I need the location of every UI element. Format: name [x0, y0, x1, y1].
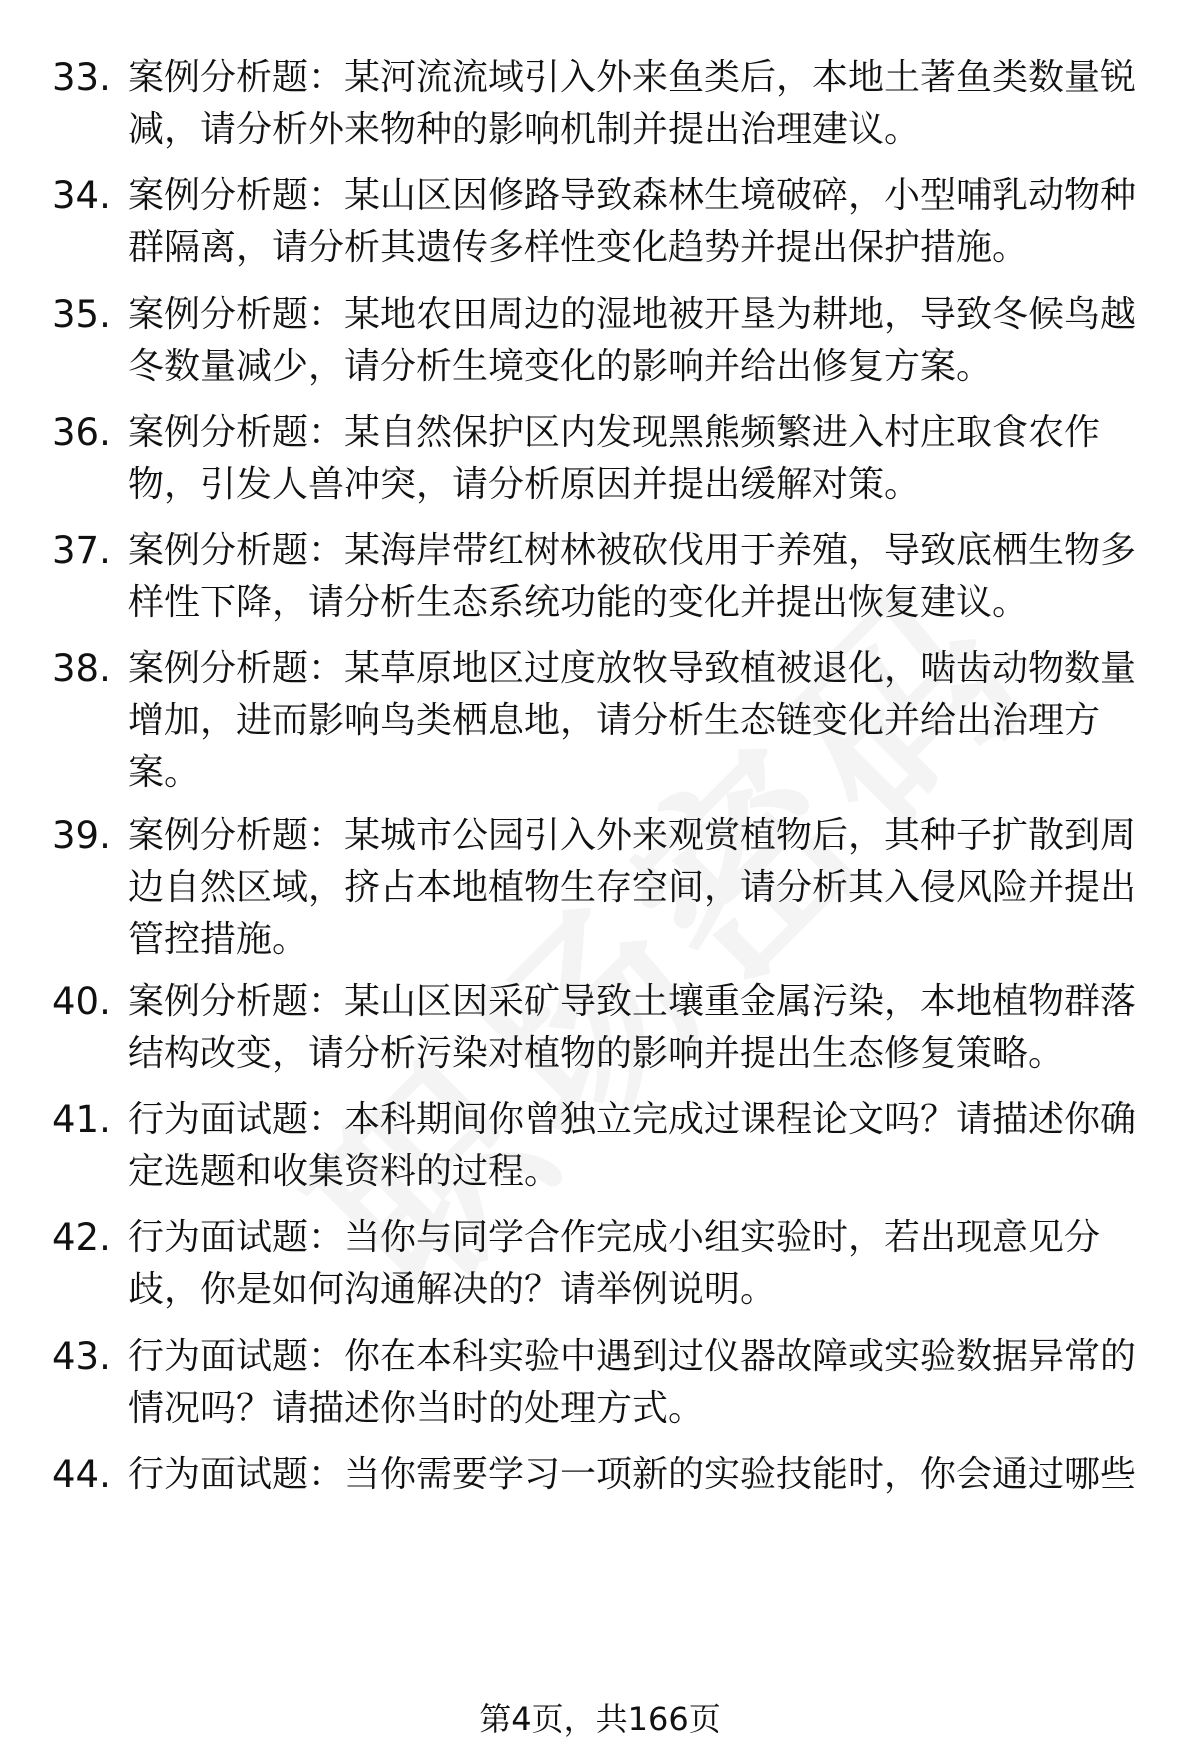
question-item-38	[52, 643, 1152, 799]
question-text: 行为面试题：你在本科实验中遇到过仪器故障或实验数据异常的情况吗？请描述你当时的处理方式。	[128, 1336, 1137, 1429]
question-text: 案例分析题：某地农田周边的湿地被开垦为耕地，导致冬候鸟越冬数量减少，请分析生境变化的影响并给出修复方案。	[128, 294, 1137, 387]
question-number: 40.	[52, 980, 111, 1023]
question-number: 36.	[52, 411, 111, 454]
question-number: 39.	[52, 814, 111, 857]
page-footer: 第4页，共166页	[479, 1700, 721, 1738]
question-text: 案例分析题：某海岸带红树林被砍伐用于养殖，导致底栖生物多样性下降，请分析生态系统功能的变化并提出恢复建议。	[128, 530, 1137, 623]
question-item-43	[52, 1331, 1152, 1435]
question-number: 44.	[52, 1453, 111, 1496]
question-text: 案例分析题：某城市公园引入外来观赏植物后，其种子扩散到周边自然区域，挤占本地植物生存空间，请分析其入侵风险并提出管控措施。	[128, 815, 1137, 960]
question-item-37	[52, 525, 1152, 629]
question-number: 38.	[52, 647, 111, 690]
question-text: 案例分析题：某山区因采矿导致土壤重金属污染，本地植物群落结构改变，请分析污染对植物的影响并提出生态修复策略。	[128, 981, 1137, 1074]
question-item-33	[52, 52, 1152, 156]
question-number: 33.	[52, 56, 111, 99]
question-number: 42.	[52, 1216, 111, 1259]
question-text: 行为面试题：当你与同学合作完成小组实验时，若出现意见分歧，你是如何沟通解决的？请举例说明。	[128, 1217, 1101, 1310]
question-text: 案例分析题：某山区因修路导致森林生境破碎，小型哺乳动物种群隔离，请分析其遗传多样性变化趋势并提出保护措施。	[128, 175, 1137, 268]
question-text: 案例分析题：某河流流域引入外来鱼类后，本地土著鱼类数量锐减，请分析外来物种的影响机制并提出治理建议。	[128, 57, 1137, 150]
question-number: 35.	[52, 293, 111, 336]
question-item-35	[52, 289, 1152, 393]
question-number: 34.	[52, 174, 111, 217]
question-item-36	[52, 407, 1152, 511]
question-item-39	[52, 810, 1152, 966]
question-number: 37.	[52, 529, 111, 572]
question-item-44	[52, 1449, 1152, 1501]
question-item-34	[52, 170, 1152, 274]
question-text: 行为面试题：当你需要学习一项新的实验技能时，你会通过哪些	[128, 1454, 1137, 1495]
question-number: 43.	[52, 1335, 111, 1378]
question-text: 案例分析题：某自然保护区内发现黑熊频繁进入村庄取食农作物，引发人兽冲突，请分析原因并提出缓解对策。	[128, 412, 1101, 505]
question-number: 41.	[52, 1098, 111, 1141]
question-item-41	[52, 1094, 1152, 1198]
question-item-40	[52, 976, 1152, 1080]
question-text: 行为面试题：本科期间你曾独立完成过课程论文吗？请描述你确定选题和收集资料的过程。	[128, 1099, 1137, 1192]
question-item-42	[52, 1212, 1152, 1316]
question-text: 案例分析题：某草原地区过度放牧导致植被退化，啮齿动物数量增加，进而影响鸟类栖息地，请分析生态链变化并给出治理方案。	[128, 648, 1137, 793]
